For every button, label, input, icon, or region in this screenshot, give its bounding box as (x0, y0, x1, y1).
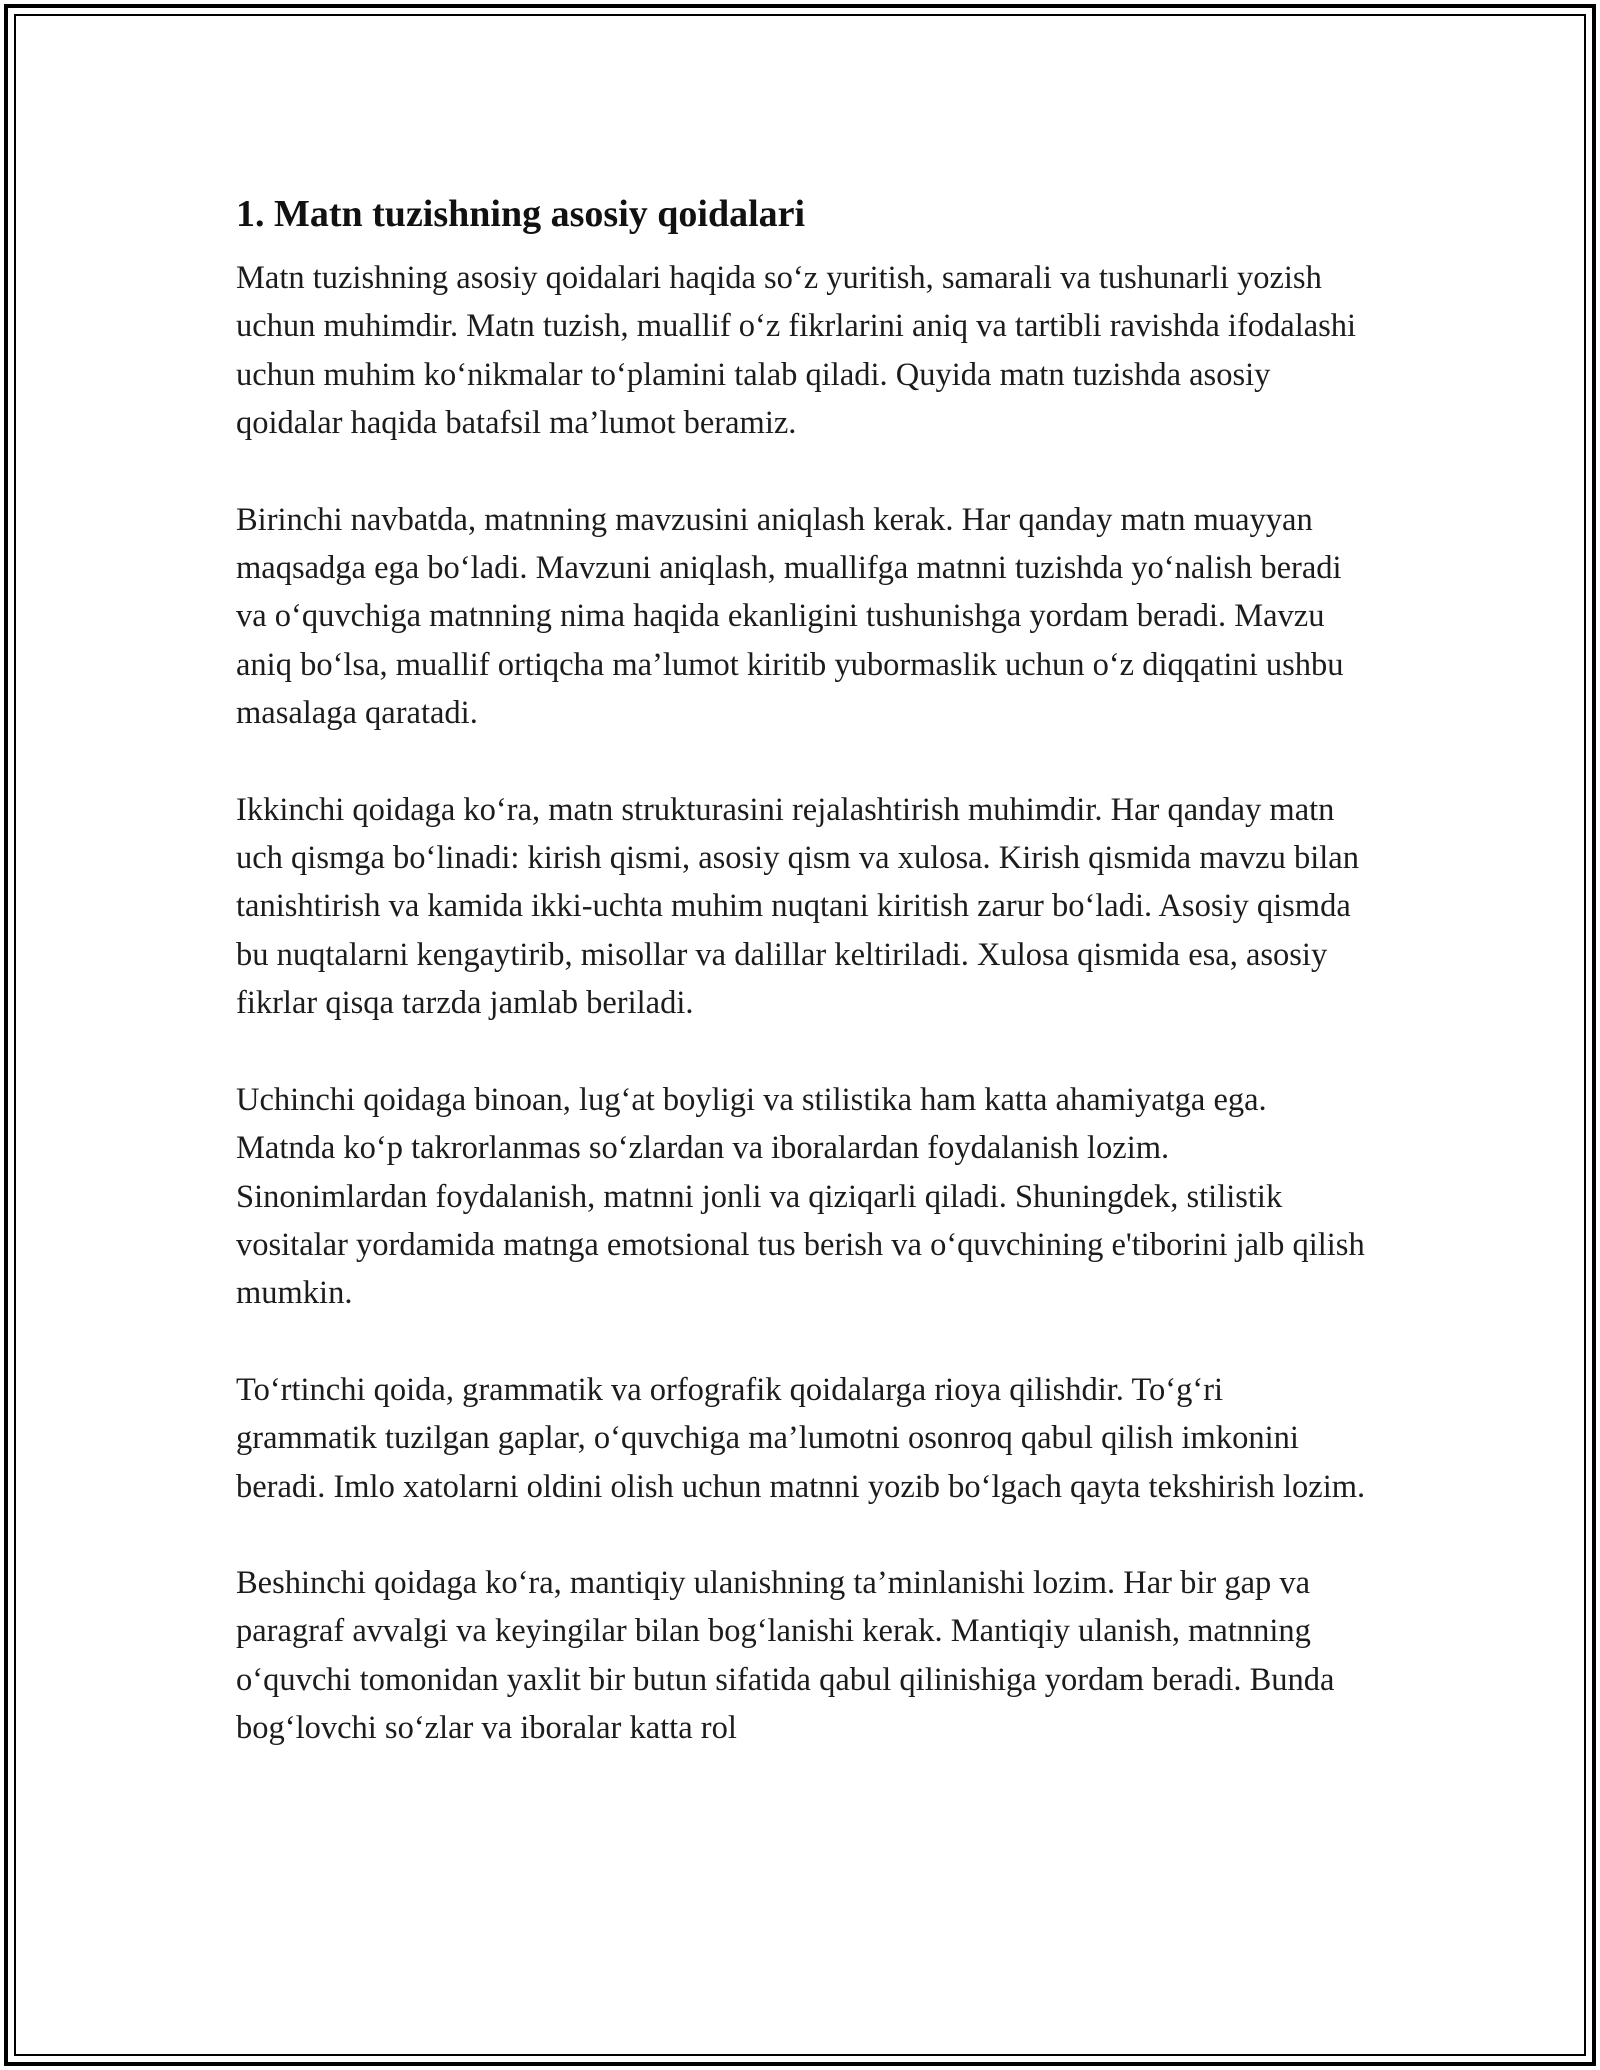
paragraph-1: Matn tuzishning asosiy qoidalari haqida so‘z yuritish, samarali va tushunarli yozish uchun muhimdir. Matn tuzish, muallif o‘z fikrlarini aniq va tartibli ravishda ifodalashi uchun muhim ko‘nikmalar to‘plamini talab qiladi. Quyida matn tuzishda asosiy qoidalar haqida batafsil ma’lumot beramiz. (236, 260, 1357, 442)
page-title: 1. Matn tuzishning asosiy qoidalari (236, 193, 806, 235)
paragraph-5: To‘rtinchi qoida, grammatik va orfografik qoidalarga rioya qilishdir. To‘g‘ri grammatik tuzilgan gaplar, o‘quvchiga ma’lumotni osonroq qabul qilish imkonini beradi. Imlo xatolarni oldini olish uchun matnni yozib bo‘lgach qayta tekshirish lozim. (236, 1371, 1366, 1505)
paragraph-6: Beshinchi qoidaga ko‘ra, mantiqiy ulanishning ta’minlanishi lozim. Har bir gap va paragraf avvalgi va keyingilar bilan bog‘lanishi kerak. Mantiqiy ulanish, matnning o‘quvchi tomonidan yaxlit bir butun sifatida qabul qilinishiga yordam beradi. Bunda bog‘lovchi so‘zlar va iboralar katta rol (236, 1564, 1335, 1747)
paragraph-3: Ikkinchi qoidaga ko‘ra, matn strukturasini rejalashtirish muhimdir. Har qanday matn uch qismga bo‘linadi: kirish qismi, asosiy qism va xulosa. Kirish qismida mavzu bilan tanishtirish va kamida ikki-uchta muhim nuqtani kiritish zarur bo‘ladi. Asosiy qismda bu nuqtalarni kengaytirib, misollar va dalillar keltiriladi. Xulosa qismida esa, asosiy fikrlar qisqa tarzda jamlab beriladi. (236, 791, 1359, 1022)
document-body (236, 188, 1366, 1801)
paragraph-2: Birinchi navbatda, matnning mavzusini aniqlash kerak. Har qanday matn muayyan maqsadga ega bo‘ladi. Mavzuni aniqlash, muallifga matnni tuzishda yo‘nalish beradi va o‘quvchiga matnning nima haqida ekanligini tushunishga yordam beradi. Mavzu aniq bo‘lsa, muallif ortiqcha ma’lumot kiritib yubormaslik uchun o‘z diqqatini ushbu masalaga qaratadi. (236, 501, 1344, 732)
paragraph-4: Uchinchi qoidaga binoan, lug‘at boyligi va stilistika ham katta ahamiyatga ega. Matnda ko‘p takrorlanmas so‘zlardan va iboralardan foydalanish lozim. Sinonimlardan foydalanish, matnni jonli va qiziqarli qiladi. Shuningdek, stilistik vositalar yordamida matnga emotsional tus berish va o‘quvchining e'tiborini jalb qilish mumkin. (236, 1081, 1365, 1312)
